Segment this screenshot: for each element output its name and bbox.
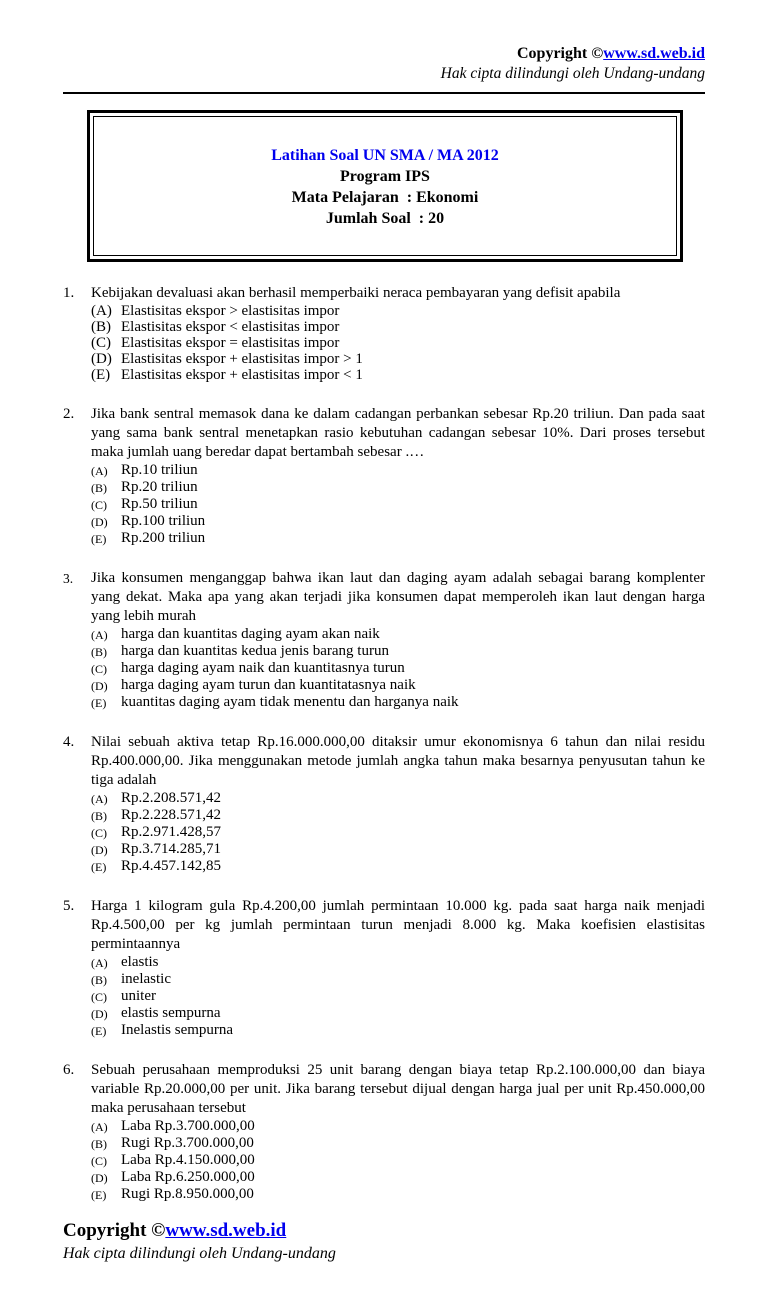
- answer-option: [91, 626, 705, 643]
- question-2: [63, 405, 705, 547]
- header-copyright-prefix: Copyright ©: [517, 45, 604, 62]
- option-label: (A): [91, 464, 108, 478]
- answer-option: [91, 513, 705, 530]
- question-text: Kebijakan devaluasi akan berhasil memperbaiki neraca pembayaran yang defisit apabila: [91, 285, 621, 301]
- question-number: 1.: [63, 285, 75, 301]
- option-label: (D): [91, 1171, 108, 1185]
- question-text: Jika bank sentral memasok dana ke dalam cadangan perbankan sebesar Rp.20 triliun. Dan pada saat yang sama bank sentral menetapkan rasio kebutuhan cadangan sebesar 10%. Dari proses tersebut maka jumlah uang beredar dapat bertambah sebesar .…: [91, 406, 705, 460]
- answer-option: [91, 462, 705, 479]
- question-number: 4.: [63, 734, 75, 750]
- header-rights-line: Hak cipta dilindungi oleh Undang-undang: [440, 65, 705, 82]
- option-label: (A): [91, 303, 112, 319]
- option-text: kuantitas daging ayam tidak menentu dan harganya naik: [121, 694, 459, 710]
- answer-option: [91, 677, 705, 694]
- answer-option: [91, 319, 705, 335]
- option-label: (C): [91, 335, 111, 351]
- document-footer: [63, 1219, 705, 1264]
- answer-option: [91, 303, 705, 319]
- footer-rights-line: Hak cipta dilindungi oleh Undang-undang: [63, 1245, 336, 1262]
- option-text: Rp.10 triliun: [121, 462, 198, 478]
- answer-option: [91, 1005, 705, 1022]
- option-label: (B): [91, 319, 111, 335]
- title-box-inner: [93, 116, 677, 256]
- option-label: (B): [91, 809, 107, 823]
- option-label: (B): [91, 645, 107, 659]
- option-text: Rp.2.208.571,42: [121, 790, 222, 806]
- question-3: [63, 569, 705, 711]
- footer-copyright-link[interactable]: www.sd.web.id: [165, 1220, 287, 1241]
- document-header: [63, 44, 705, 84]
- question-body: [91, 569, 705, 711]
- question-1: [63, 284, 705, 383]
- option-text: Elastisitas ekspor < elastisitas impor: [121, 319, 340, 335]
- answer-option: [91, 1169, 705, 1186]
- title-box: [87, 110, 683, 262]
- question-number: 5.: [63, 898, 75, 914]
- option-label: (A): [91, 1120, 108, 1134]
- answer-option: [91, 694, 705, 711]
- option-text: Laba Rp.3.700.000,00: [121, 1118, 255, 1134]
- option-label: (D): [91, 1007, 108, 1021]
- option-label: (A): [91, 628, 108, 642]
- answer-option: [91, 1186, 705, 1203]
- program-line: Program IPS: [340, 168, 430, 185]
- option-label: (C): [91, 826, 107, 840]
- option-text: Rp.3.714.285,71: [121, 841, 222, 857]
- option-text: Laba Rp.6.250.000,00: [121, 1169, 255, 1185]
- header-divider: [63, 92, 705, 94]
- answer-option: [91, 496, 705, 513]
- answer-option: [91, 367, 705, 383]
- option-label: (E): [91, 532, 107, 546]
- option-label: (E): [91, 1024, 107, 1038]
- option-text: Rp.2.971.428,57: [121, 824, 222, 840]
- question-text: Sebuah perusahaan memproduksi 25 unit barang dengan biaya tetap Rp.2.100.000,00 dan biaya variable Rp.20.000,00 per unit. Jika barang tersebut dijual dengan harga jual per unit Rp.450.000,00 maka perusahaan tersebut: [91, 1062, 705, 1116]
- subject-line: Mata Pelajaran : Ekonomi: [291, 189, 479, 206]
- question-text: Harga 1 kilogram gula Rp.4.200,00 jumlah permintaan 10.000 kg. pada saat harga naik menjadi Rp.4.500,00 per kg jumlah permintaan turun menjadi 8.000 kg. Maka koefisien elastisitas permintaannya: [91, 898, 705, 952]
- option-label: (D): [91, 515, 108, 529]
- option-label: (E): [91, 1188, 107, 1202]
- option-label: (C): [91, 1154, 107, 1168]
- question-text: Nilai sebuah aktiva tetap Rp.16.000.000,00 ditaksir umur ekonomisnya 6 tahun dan nilai residu Rp.400.000,00. Jika menggunakan metode jumlah angka tahun maka besarnya penyusutan tahun ke tiga adalah: [91, 734, 705, 788]
- answer-option: [91, 841, 705, 858]
- question-body: [91, 1061, 705, 1203]
- option-text: uniter: [121, 988, 156, 1004]
- footer-copyright-prefix: Copyright ©: [63, 1220, 166, 1241]
- question-list: [63, 284, 705, 1203]
- option-label: (A): [91, 956, 108, 970]
- option-text: Rp.4.457.142,85: [121, 858, 222, 874]
- option-text: Elastisitas ekspor + elastisitas impor > 1: [121, 351, 363, 367]
- question-number: 6.: [63, 1062, 75, 1078]
- answer-option: [91, 530, 705, 547]
- answer-option: [91, 971, 705, 988]
- question-body: [91, 284, 705, 383]
- option-label: (A): [91, 792, 108, 806]
- answer-option: [91, 954, 705, 971]
- option-label: (C): [91, 990, 107, 1004]
- question-text: Jika konsumen menganggap bahwa ikan laut dan daging ayam adalah sebagai barang komplenter yang dekat. Maka apa yang akan terjadi jika konsumen dapat memperoleh ikan laut dengan harga yang lebih murah: [91, 570, 705, 624]
- option-text: Rugi Rp.3.700.000,00: [121, 1135, 254, 1151]
- footer-copyright-line: [63, 1219, 705, 1243]
- question-number: 2.: [63, 406, 75, 422]
- header-copyright-link[interactable]: www.sd.web.id: [603, 45, 705, 62]
- option-text: Rp.50 triliun: [121, 496, 198, 512]
- answer-option: [91, 1118, 705, 1135]
- answer-option: [91, 335, 705, 351]
- option-label: (C): [91, 498, 107, 512]
- answer-option: [91, 1152, 705, 1169]
- option-label: (E): [91, 367, 111, 383]
- question-6: [63, 1061, 705, 1203]
- option-label: (B): [91, 973, 107, 987]
- question-number: 3.: [63, 571, 74, 586]
- option-label: (B): [91, 1137, 107, 1151]
- option-text: inelastic: [121, 971, 171, 987]
- answer-option: [91, 790, 705, 807]
- question-5: [63, 897, 705, 1039]
- question-body: [91, 733, 705, 875]
- option-text: Rp.200 triliun: [121, 530, 206, 546]
- option-text: harga dan kuantitas daging ayam akan naik: [121, 626, 380, 642]
- option-label: (B): [91, 481, 107, 495]
- answer-option: [91, 479, 705, 496]
- answer-option: [91, 660, 705, 677]
- answer-option: [91, 1022, 705, 1039]
- question-body: [91, 405, 705, 547]
- answer-option: [91, 351, 705, 367]
- option-label: (E): [91, 696, 107, 710]
- option-text: harga daging ayam naik dan kuantitasnya turun: [121, 660, 405, 676]
- option-text: Elastisitas ekspor > elastisitas impor: [121, 303, 340, 319]
- question-4: [63, 733, 705, 875]
- option-label: (D): [91, 351, 112, 367]
- answer-option: [91, 1135, 705, 1152]
- option-text: Rp.20 triliun: [121, 479, 198, 495]
- option-text: harga dan kuantitas kedua jenis barang turun: [121, 643, 389, 659]
- option-text: Rp.2.228.571,42: [121, 807, 222, 823]
- answer-option: [91, 858, 705, 875]
- option-text: Elastisitas ekspor + elastisitas impor < 1: [121, 367, 363, 383]
- answer-option: [91, 643, 705, 660]
- option-label: (E): [91, 860, 107, 874]
- header-copyright-line: [63, 44, 705, 64]
- question-count-line: Jumlah Soal : 20: [325, 210, 445, 227]
- answer-option: [91, 807, 705, 824]
- option-text: Inelastis sempurna: [121, 1022, 234, 1038]
- document-title: Latihan Soal UN SMA / MA 2012: [271, 147, 499, 164]
- option-label: (C): [91, 662, 107, 676]
- option-text: Laba Rp.4.150.000,00: [121, 1152, 255, 1168]
- answer-option: [91, 824, 705, 841]
- option-text: elastis sempurna: [121, 1005, 221, 1021]
- option-text: harga daging ayam turun dan kuantitatasnya naik: [121, 677, 416, 693]
- option-text: Rp.100 triliun: [121, 513, 206, 529]
- option-text: Elastisitas ekspor = elastisitas impor: [121, 335, 340, 351]
- option-text: elastis: [121, 954, 159, 970]
- answer-option: [91, 988, 705, 1005]
- option-label: (D): [91, 843, 108, 857]
- option-label: (D): [91, 679, 108, 693]
- question-body: [91, 897, 705, 1039]
- option-text: Rugi Rp.8.950.000,00: [121, 1186, 254, 1202]
